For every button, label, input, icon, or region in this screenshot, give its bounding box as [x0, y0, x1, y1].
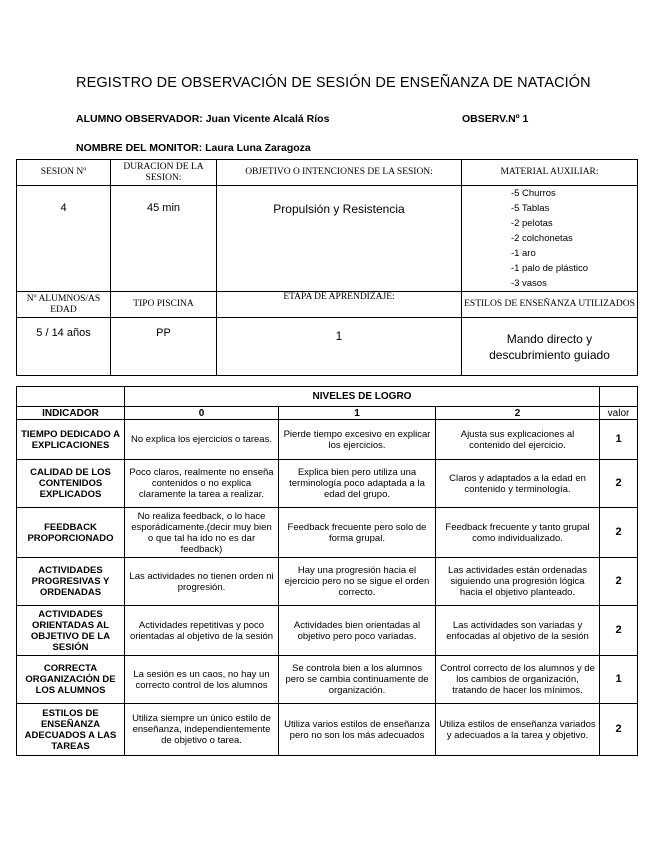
- indicator-cell: FEEDBACK PROPORCIONADO: [17, 508, 125, 558]
- value-cell: 1: [600, 656, 638, 704]
- level-2-cell: Ajusta sus explicaciones al contenido del ejercicio.: [436, 420, 600, 460]
- value-cell: 1: [600, 420, 638, 460]
- indicator-cell: ACTIVIDADES PROGRESIVAS Y ORDENADAS: [17, 558, 125, 606]
- material-item: -2 pelotas: [510, 218, 553, 229]
- level-1-cell: Feedback frecuente pero solo de forma grupal.: [279, 508, 436, 558]
- material-item: -1 palo de plástico: [510, 263, 589, 274]
- level-0-cell: No explica los ejercicios o tareas.: [125, 420, 279, 460]
- header-objective: OBJETIVO O INTENCIONES DE LA SESION:: [217, 160, 462, 186]
- level-2-header: 2: [436, 407, 600, 420]
- indicator-cell: CALIDAD DE LOS CONTENIDOS EXPLICADOS: [17, 460, 125, 508]
- rubric-corner: [17, 387, 125, 407]
- stage-value: 1: [217, 318, 462, 376]
- observation-value: 1: [522, 113, 529, 125]
- monitor-name: Laura Luna Zaragoza: [205, 142, 311, 154]
- rubric-corner-right: [600, 387, 638, 407]
- material-item: -3 vasos: [510, 278, 547, 289]
- level-0-cell: Las actividades no tienen orden ni progresión.: [125, 558, 279, 606]
- observer-label: ALUMNO OBSERVADOR:: [76, 113, 203, 125]
- indicator-header: INDICADOR: [17, 407, 125, 420]
- indicator-cell: ACTIVIDADES ORIENTADAS AL OBJETIVO DE LA SESIÓN: [17, 606, 125, 656]
- level-2-cell: Las actividades están ordenadas siguiendo una progresión lógica hacia el objetivo planteado.: [436, 558, 600, 606]
- observation-label: OBSERV.Nº: [462, 113, 520, 125]
- objective-value: Propulsión y Resistencia: [217, 186, 462, 292]
- session-number-value: 4: [17, 186, 111, 292]
- table-row: [17, 606, 638, 656]
- level-0-cell: Poco claros, realmente no enseña contenidos o no explica claramente la tarea a realizar.: [125, 460, 279, 508]
- value-cell: 2: [600, 606, 638, 656]
- level-1-cell: Explica bien pero utiliza una terminología poco adaptada a la edad del grupo.: [279, 460, 436, 508]
- header-session-no: SESION Nº: [17, 160, 111, 186]
- header-pool: TIPO PISCINA: [111, 292, 217, 318]
- table-row: [17, 704, 638, 756]
- value-cell: 2: [600, 460, 638, 508]
- material-list: [511, 186, 588, 291]
- level-1-cell: Hay una progresión hacia el ejercicio pero no se sigue el orden correcto.: [279, 558, 436, 606]
- level-0-cell: Utiliza siempre un único estilo de enseñanza, independientemente de objetivo o tarea.: [125, 704, 279, 756]
- level-2-cell: Control correcto de los alumnos y de los cambios de organización, tratando de hacer los mínimos.: [436, 656, 600, 704]
- rubric-table: [16, 386, 638, 756]
- level-2-cell: Claros y adaptados a la edad en contenido y terminología.: [436, 460, 600, 508]
- value-cell: 2: [600, 704, 638, 756]
- level-1-cell: Se controla bien a los alumnos pero se cambia continuamente de organización.: [279, 656, 436, 704]
- material-item: -5 Churros: [510, 188, 556, 199]
- page-title: REGISTRO DE OBSERVACIÓN DE SESIÓN DE ENSEÑANZA DE NATACIÓN: [76, 75, 591, 91]
- table-row: [17, 460, 638, 508]
- table-row: [17, 558, 638, 606]
- niveles-header: NIVELES DE LOGRO: [125, 387, 600, 407]
- header-material: MATERIAL AUXILIAR:: [462, 160, 638, 186]
- material-cell: [462, 186, 638, 292]
- indicator-cell: CORRECTA ORGANIZACIÓN DE LOS ALUMNOS: [17, 656, 125, 704]
- duration-value: 45 min: [111, 186, 217, 292]
- material-item: -1 aro: [510, 248, 536, 259]
- value-cell: 2: [600, 508, 638, 558]
- table-row: [17, 420, 638, 460]
- level-0-cell: Actividades repetitivas y poco orientadas al objetivo de la sesión: [125, 606, 279, 656]
- table-row: [17, 656, 638, 704]
- level-0-cell: La sesión es un caos, no hay un correcto control de los alumnos: [125, 656, 279, 704]
- indicator-cell: ESTILOS DE ENSEÑANZA ADECUADOS A LAS TAREAS: [17, 704, 125, 756]
- styles-value: Mando directo y descubrimiento guiado: [462, 318, 638, 376]
- observer-name: Juan Vicente Alcalá Ríos: [205, 113, 330, 125]
- monitor-label: NOMBRE DEL MONITOR:: [76, 142, 203, 154]
- level-2-cell: Las actividades son variadas y enfocadas al objetivo de la sesión: [436, 606, 600, 656]
- level-0-header: 0: [125, 407, 279, 420]
- students-value: 5 / 14 años: [17, 318, 111, 376]
- level-1-header: 1: [279, 407, 436, 420]
- header-duration: DURACION DE LA SESION:: [111, 160, 217, 186]
- pool-value: PP: [111, 318, 217, 376]
- material-item: -2 colchonetas: [510, 233, 573, 244]
- level-0-cell: No realiza feedback, o lo hace esporádicamente.(decir muy bien o que tal ha ido no es dar feedback): [125, 508, 279, 558]
- level-1-cell: Actividades bien orientadas al objetivo pero poco variadas.: [279, 606, 436, 656]
- observation-number: [462, 113, 528, 125]
- monitor-line: [76, 142, 311, 154]
- header-students: Nº ALUMNOS/AS EDAD: [17, 292, 111, 318]
- level-2-cell: Feedback frecuente y tanto grupal como individualizado.: [436, 508, 600, 558]
- header-stage: ETAPA DE APRENDIZAJE:: [217, 292, 462, 318]
- level-2-cell: Utiliza estilos de enseñanza variados y adecuados a la tarea y objetivo.: [436, 704, 600, 756]
- table-row: [17, 508, 638, 558]
- indicator-cell: TIEMPO DEDICADO A EXPLICACIONES: [17, 420, 125, 460]
- session-table: [16, 159, 638, 376]
- valor-header: valor: [600, 407, 638, 420]
- header-styles: ESTILOS DE ENSEÑANZA UTILIZADOS: [462, 292, 638, 318]
- value-cell: 2: [600, 558, 638, 606]
- level-1-cell: Pierde tiempo excesivo en explicar los ejercicios.: [279, 420, 436, 460]
- observer-line: [76, 113, 329, 125]
- level-1-cell: Utiliza varios estilos de enseñanza pero no son los más adecuados: [279, 704, 436, 756]
- material-item: -5 Tablas: [510, 203, 550, 214]
